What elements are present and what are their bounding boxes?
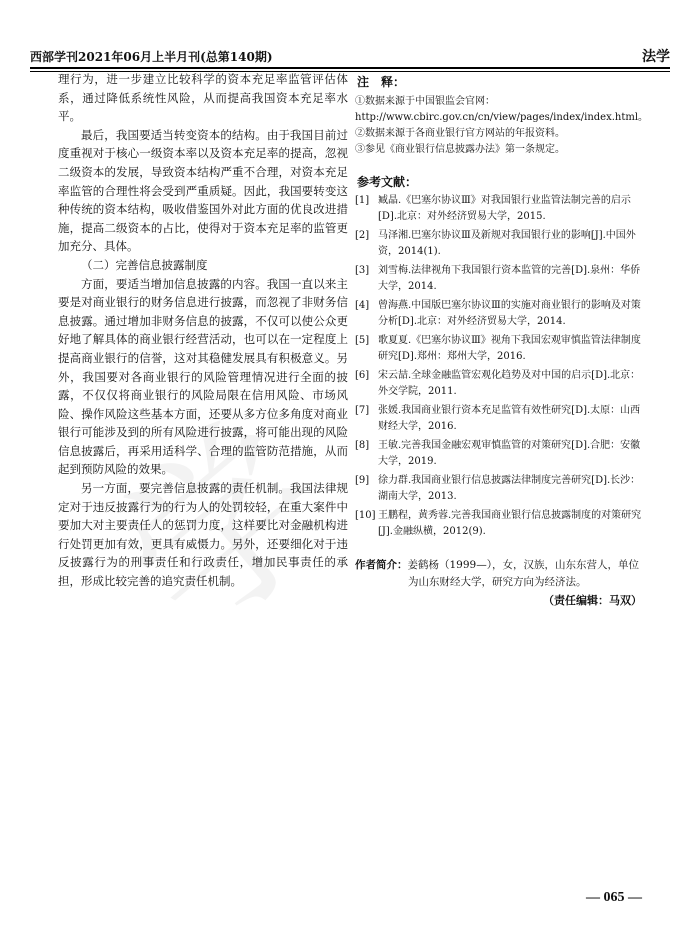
body-paragraph-1: 理行为，进一步建立比较科学的资本充足率监管评估体系，通过降低系统性风险，从而提高我国资本充足率水平。 [58, 72, 348, 124]
reference-number: [3] [355, 265, 370, 276]
reference-number: [1] [355, 195, 370, 206]
reference-text: 歌夏夏.《巴塞尔协议Ⅲ》视角下我国宏观审慎监管法律制度研究[D].郑州：郑州大学，2016. [378, 335, 641, 362]
reference-text: 宋云喆.全球金融监管宏观化趋势及对中国的启示[D].北京：外交学院，2011. [378, 370, 641, 397]
reference-number: [7] [355, 405, 370, 416]
note-item: ③参见《商业银行信息披露办法》第一条规定。 [355, 144, 565, 155]
reference-number: [10] [355, 510, 376, 521]
reference-item [355, 263, 642, 295]
reference-item [355, 473, 642, 505]
journal-title: 西部学刊2021年06月上半月刊(总第140期) [30, 50, 273, 64]
header-rule [30, 67, 670, 69]
note-item: ②数据来源于各商业银行官方网站的年报资料。 [355, 128, 565, 139]
body-paragraph-2: 最后，我国要适当转变资本的结构。由于我国目前过度重视对于核心一级资本率以及资本充足率的提高，忽视二级资本的发展，导致资本结构严重不合理，对资本充足率监管的合理性将会受到严重质疑。因此，我国要转变这种传统的资本结构，吸收借鉴国外对此方面的优良改进措施，提高二级资本的占比，使得对于资本充足率的监管更加充分、具体。 [58, 127, 348, 254]
reference-text: 曾海燕.中国版巴塞尔协议Ⅲ的实施对商业银行的影响及对策分析[D].北京：对外经济贸易大学，2014. [378, 300, 641, 327]
reference-number: [4] [355, 300, 370, 311]
notes-column [355, 74, 649, 609]
section-label: 法学 [642, 49, 670, 65]
page-header [30, 44, 670, 68]
reference-text: 王敏.完善我国金融宏观审慎监管的对策研究[D].合肥：安徽大学，2019. [378, 440, 641, 467]
reference-item [355, 403, 642, 435]
reference-text: 徐力群.我国商业银行信息披露法律制度完善研究[D].长沙：湖南大学，2013. [378, 475, 641, 502]
reference-item [355, 228, 642, 260]
reference-text: 刘雪梅.法律视角下我国银行资本监管的完善[D].泉州：华侨大学，2014. [378, 265, 641, 292]
reference-item [355, 368, 642, 400]
section-subheading: （二）完善信息披露制度 [81, 257, 208, 272]
body-paragraph-4: 另一方面，要完善信息披露的责任机制。我国法律规定对于违反披露行为的行为人的处罚较轻，在重大案件中要加大对主要责任人的惩罚力度，这样要比对金融机构进行处罚更加有效，更具有威慑力。另外，还要细化对于违反披露行为的刑事责任和行政责任，增加民事责任的承担，形成比较完善的追究责任机制。 [58, 481, 348, 589]
responsible-editor: （责任编辑：马双） [543, 594, 642, 607]
reference-text: 马泽湘.巴塞尔协议Ⅲ及新规对我国银行业的影响[J].中国外资，2014(1). [378, 230, 636, 257]
reference-number: [6] [355, 370, 370, 381]
reference-item [355, 193, 642, 225]
note-item: ①数据来源于中国银监会官网：http://www.cbirc.gov.cn/cn/view/pages/index/index.html。 [355, 96, 649, 123]
author-label: 作者简介： [355, 559, 408, 571]
author-text: 姜鹤杨（1999—），女，汉族，山东东营人，单位为山东财经大学，研究方向为经济法。 [407, 559, 639, 588]
reference-number: [5] [355, 335, 370, 346]
references-title: 参考文献： [357, 175, 418, 189]
reference-item [355, 333, 642, 365]
reference-text: 张媛.我国商业银行资本充足监管有效性研究[D].太原：山西财经大学，2016. [378, 405, 641, 432]
reference-item [355, 298, 642, 330]
reference-item [355, 438, 642, 470]
reference-text: 王鹏程，黄秀蓉.完善我国商业银行信息披露制度的对策研究[J].金融纵横，2012(9). [378, 510, 642, 537]
body-paragraph-3: 方面，要适当增加信息披露的内容。我国一直以来主要是对商业银行的财务信息进行披露，而忽视了非财务信息披露。通过增加非财务信息的披露，不仅可以使公众更好地了解具体的商业银行经营活动，也可以在一定程度上提高商业银行的信誉，这对其稳健发展具有积极意义。另外，我国要对各商业银行的风险管理情况进行全面的披露，不仅仅将商业银行的风险局限在信用风险、市场风险、操作风险这些基本方面，还要从多方位多角度对商业银行可能涉及到的所有风险进行披露，将可能出现的风险信息披露后，再采用适科学、合理的监管防范措施，从而起到预防风险的效果。 [58, 276, 348, 477]
page-number: — 065 — [586, 890, 642, 905]
notes-title: 注 释： [357, 75, 406, 89]
reference-number: [9] [355, 475, 370, 486]
reference-number: [2] [355, 230, 370, 241]
reference-text: 臧晶.《巴塞尔协议Ⅲ》对我国银行业监管法制完善的启示[D].北京：对外经济贸易大学，2015. [378, 195, 631, 222]
reference-number: [8] [355, 440, 370, 451]
reference-item [355, 508, 642, 540]
body-column [58, 70, 348, 591]
author-bio [355, 557, 642, 591]
